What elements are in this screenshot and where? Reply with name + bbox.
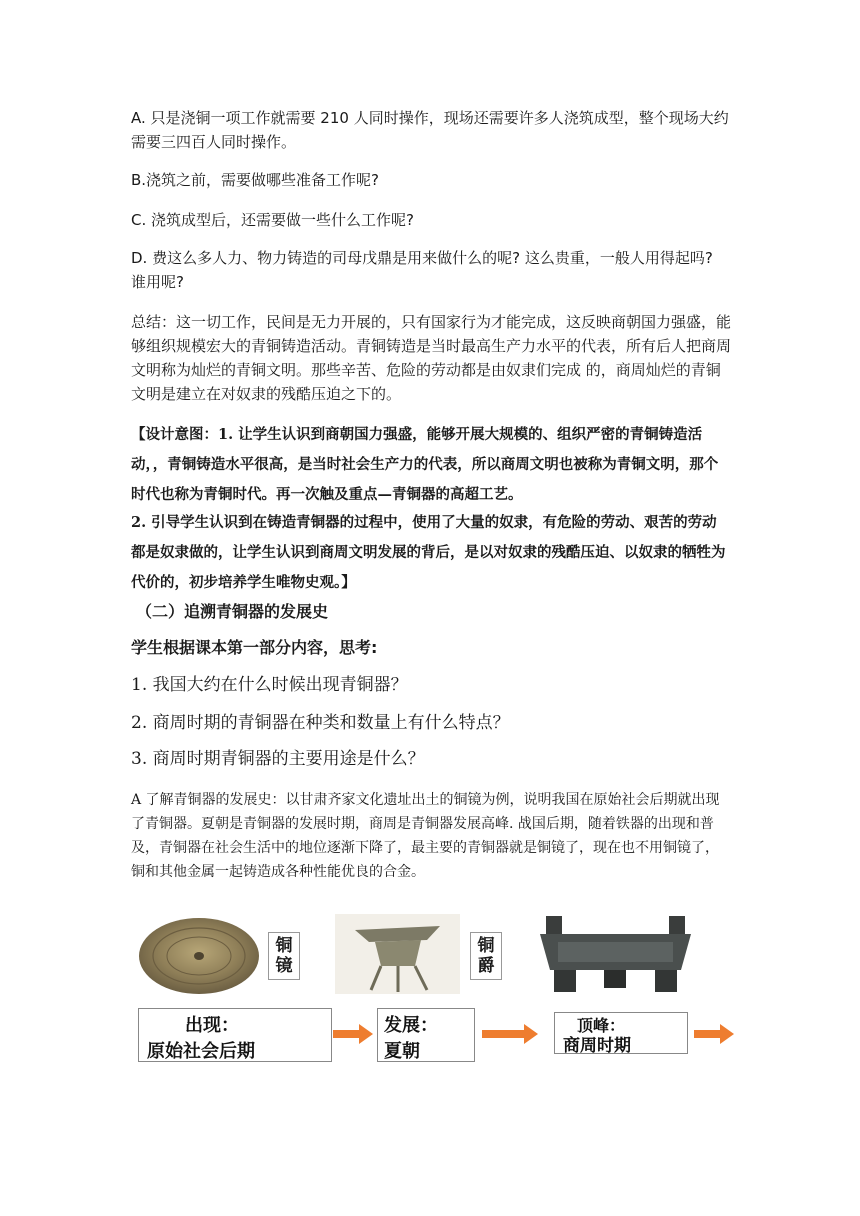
arrow-icon [333,1024,373,1044]
question-3: 3. 商周时期青铜器的主要用途是什么？ [131,749,425,769]
stage-box-appear [138,1008,332,1062]
stage-period: 商周时期 [563,1036,631,1056]
stage-period: 原始社会后期 [147,1041,255,1062]
question-2: 2. 商周时期的青铜器在种类和数量上有什么特点？ [131,713,510,733]
mirror-label: 铜镜 [268,932,300,980]
section-heading: （二）追溯青铜器的发展史 [136,602,329,621]
stage-title: 顶峰： [577,1016,626,1035]
stage-title: 发展： [384,1015,438,1036]
arrow-icon [694,1024,734,1044]
design-intent-1: 【设计意图：1. 让学生认识到商朝国力强盛，能够开展大规模的、组织严密的青铜铸造活动，，青铜铸造水平很高，是当时社会生产力的代表，所以商周文明也被称为青铜文明，那个时代也称为青铜时代。再一次触及重点—青铜器的高超工艺。 [131,426,719,503]
bronze-jue-image [335,914,460,994]
bronze-ding-image [538,912,693,998]
design-intent-2: 2. 引导学生认识到在铸造青铜器的过程中，使用了大量的奴隶，有危险的劳动、艰苦的劳动都是奴隶做的，让学生认识到商周文明发展的背后，是以对奴隶的残酷压迫、以奴隶的牺牲为代价的，初步培养学生唯物史观。】 [131,514,726,591]
option-b-text: B.浇筑之前，需要做哪些准备工作呢? [131,171,380,189]
stage-box-develop [377,1008,475,1062]
arrow-icon [482,1024,538,1044]
option-d-text: D. 费这么多人力、物力铸造的司母戊鼎是用来做什么的呢? 这么贵重，一般人用得起吗? 谁用呢? [131,249,713,291]
answer-text: A 了解青铜器的发展史：以甘肃齐家文化遗址出土的铜镜为例，说明我国在原始社会后期就出现了青铜器。夏朝是青铜器的发展时期，商周是青铜器发展高峰. 战国后期，随着铁器的出现和普及，青铜器在社会生活中的地位逐渐下降了，最主要的青铜器就是铜镜了，现在也不用铜镜了，铜和其他金属一起铸造成各种性能优良的合金。 [131,792,720,880]
option-a-text: A. 只是浇铜一项工作就需要 210 人同时操作，现场还需要许多人浇筑成型，整个现场大约需要三四百人同时操作。 [131,109,729,151]
bronze-mirror-image [135,914,260,994]
jue-label: 铜爵 [470,932,502,980]
option-c-text: C. 浇筑成型后，还需要做一些什么工作呢? [131,211,414,229]
stage-box-peak [554,1012,688,1054]
summary-text: 总结：这一切工作，民间是无力开展的，只有国家行为才能完成，这反映商朝国力强盛，能够组织规模宏大的青铜铸造活动。青铜铸造是当时最高生产力水平的代表，所有后人把商周文明称为灿烂的青铜文明。那些辛苦、危险的劳动都是由奴隶们完成 的，商周灿烂的青铜文明是建立在对奴隶的残酷压迫之下的。 [131,313,732,403]
question-1: 1. 我国大约在什么时候出现青铜器？ [131,675,408,695]
stage-title: 出现： [185,1015,239,1036]
stage-period: 夏朝 [384,1041,420,1062]
section-prompt: 学生根据课本第一部分内容，思考: [131,638,378,657]
